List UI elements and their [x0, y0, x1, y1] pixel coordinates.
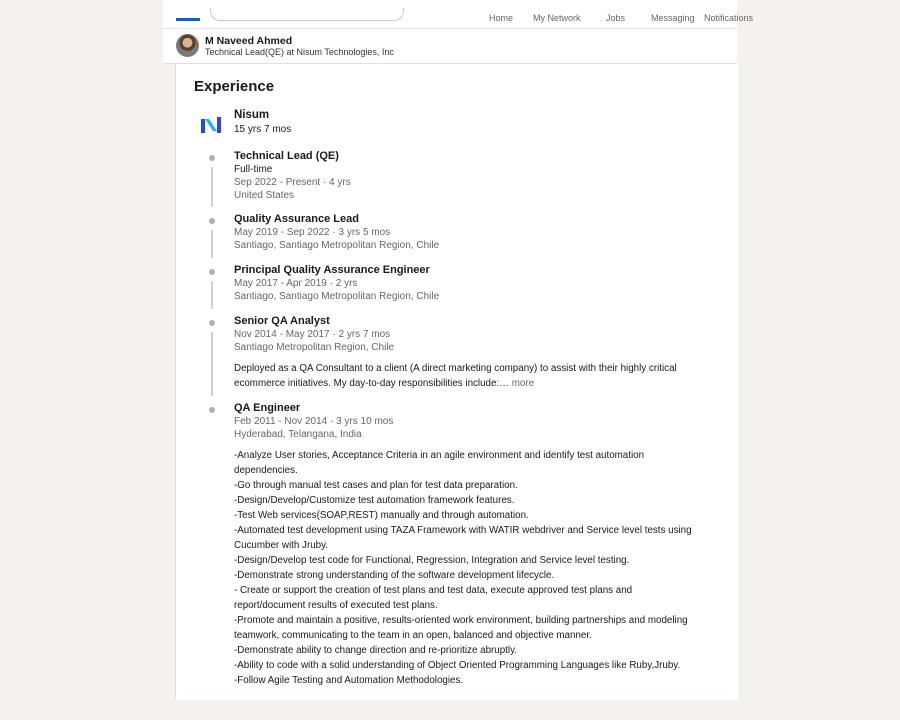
- description-line: -Analyze User stories, Acceptance Criteria in an agile environment and identify test automation: [234, 450, 645, 461]
- description-line: -Demonstrate strong understanding of the software development lifecycle.: [234, 570, 555, 581]
- timeline-dot: [209, 269, 215, 275]
- role-item: [234, 314, 724, 391]
- timeline-line: [211, 332, 213, 396]
- experience-section: [175, 64, 738, 700]
- description-line: -Promote and maintain a positive, results-oriented work environment, building partnerships and modeling: [234, 615, 688, 626]
- role-dates: May 2019 - Sep 2022 · 3 yrs 5 mos: [234, 227, 391, 238]
- timeline-dot: [209, 218, 215, 224]
- profile-headline: Technical Lead(QE) at Nisum Technologies, Inc: [205, 47, 394, 57]
- section-title: Experience: [194, 78, 275, 95]
- role-item: [234, 401, 724, 688]
- role-item: [234, 263, 724, 303]
- description-line: -Design/Develop test code for Functional, Regression, Integration and Service level testing.: [234, 555, 630, 566]
- role-dates: Feb 2011 - Nov 2014 · 3 yrs 10 mos: [234, 416, 394, 427]
- nav-messaging[interactable]: Messaging: [651, 13, 695, 23]
- role-title[interactable]: Senior QA Analyst: [234, 315, 330, 327]
- description-line: -Ability to code with a solid understanding of Object Oriented Programming Languages like Ruby,Jruby.: [234, 660, 681, 671]
- description-line: teamwork, communicating to the team in an open, balanced and objective manner.: [234, 630, 592, 641]
- role-title[interactable]: Technical Lead (QE): [234, 150, 339, 162]
- role-description: [234, 448, 724, 688]
- role-dates: May 2017 - Apr 2019 · 2 yrs: [234, 278, 358, 289]
- role-item: [234, 149, 724, 202]
- timeline-line: [211, 167, 213, 207]
- description-line: - Create or support the creation of test plans and test data, execute approved test plans and: [234, 585, 633, 596]
- nav-home[interactable]: Home: [489, 13, 514, 23]
- role-location: United States: [234, 190, 295, 201]
- role-location: Santiago, Santiago Metropolitan Region, Chile: [234, 240, 440, 251]
- timeline-line: [211, 281, 213, 309]
- nisum-logo-icon[interactable]: [201, 117, 221, 135]
- nav-notifications[interactable]: Notifications: [704, 13, 754, 23]
- description-line: -Test Web services(SOAP,REST) manually and through automation.: [234, 510, 529, 521]
- role-description-text: Deployed as a QA Consultant to a client (A direct marketing company) to assist with their highly critical ecommerce initiatives. My day-to-day responsibilities include:…: [234, 363, 677, 389]
- description-line: -Go through manual test cases and plan for test data preparation.: [234, 480, 518, 491]
- nav-jobs[interactable]: Jobs: [606, 13, 626, 23]
- description-line: -Demonstrate ability to change direction and re-prioritize abruptly.: [234, 645, 517, 656]
- description-line: report/document results of executed test plans.: [234, 600, 438, 611]
- profile-name[interactable]: M Naveed Ahmed: [205, 35, 293, 47]
- role-location: Santiago Metropolitan Region, Chile: [234, 342, 395, 353]
- role-location: Santiago, Santiago Metropolitan Region, Chile: [234, 291, 440, 302]
- description-line: dependencies.: [234, 465, 298, 476]
- role-location: Hyderabad, Telangana, India: [234, 429, 362, 440]
- description-line: -Follow Agile Testing and Automation Methodologies.: [234, 675, 464, 686]
- role-employment-type: Full-time: [234, 164, 273, 175]
- role-dates: Sep 2022 - Present · 4 yrs: [234, 177, 351, 188]
- description-line: Cucumber with Jruby.: [234, 540, 329, 551]
- linkedin-logo-icon[interactable]: [176, 18, 200, 21]
- timeline-line: [211, 230, 213, 258]
- role-item: [234, 212, 724, 252]
- role-title[interactable]: Principal Quality Assurance Engineer: [234, 264, 430, 276]
- nav-my-network[interactable]: My Network: [533, 13, 581, 23]
- role-title[interactable]: Quality Assurance Lead: [234, 213, 359, 225]
- top-nav-bar: [163, 0, 754, 29]
- company-name[interactable]: Nisum: [234, 109, 270, 121]
- description-line: -Design/Develop/Customize test automation framework features.: [234, 495, 515, 506]
- role-description: [234, 361, 724, 391]
- timeline-dot: [209, 155, 215, 161]
- avatar[interactable]: [176, 34, 199, 57]
- timeline-dot: [209, 320, 215, 326]
- timeline-dot: [209, 407, 215, 413]
- profile-header: [163, 29, 737, 64]
- role-dates: Nov 2014 - May 2017 · 2 yrs 7 mos: [234, 329, 391, 340]
- search-input[interactable]: [210, 8, 404, 21]
- description-line: -Automated test development using TAZA Framework with WATIR webdriver and Service level tests using: [234, 525, 692, 536]
- role-title[interactable]: QA Engineer: [234, 402, 301, 414]
- company-duration: 15 yrs 7 mos: [234, 124, 292, 135]
- see-more-link[interactable]: more: [511, 378, 535, 389]
